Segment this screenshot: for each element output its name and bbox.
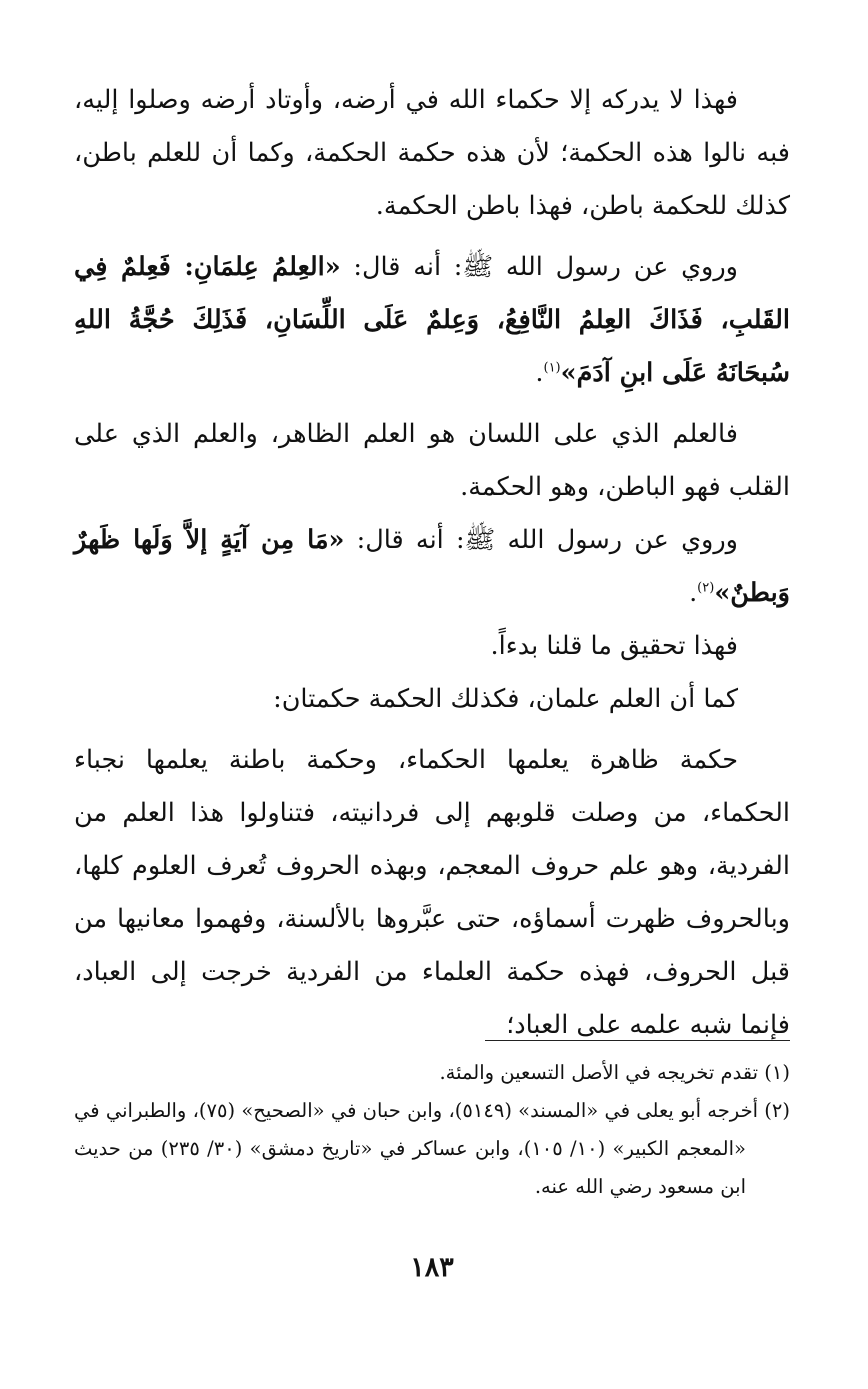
- hadith-intro: وروي عن رسول الله ﷺ: أنه قال:: [344, 525, 738, 555]
- paragraph: [74, 734, 790, 1052]
- footnote-2: (٢) أخرجه أبو يعلى في «المسند» (٥١٤٩)، وابن حبان في «الصحيح» (٧٥)، والطبراني في «المعجم الكبير» (١٠/ ١٠٥)، وابن عساكر في «تاريخ دمشق» (٣٠/ ٢٣٥) من حديث ابن مسعود رضي الله عنه.: [74, 1099, 791, 1198]
- hadith-paragraph: [74, 514, 790, 620]
- paragraph-text: فالعلم الذي على اللسان هو العلم الظاهر، والعلم الذي على القلب فهو الباطن، وهو الحكمة.: [74, 419, 790, 502]
- paragraph: [74, 673, 790, 726]
- paragraph-text: فهذا لا يدركه إلا حكماء الله في أرضه، وأوتاد أرضه وصلوا إليه، فبه نالوا هذه الحكمة؛ لأن هذه حكمة الحكمة، وكما أن للعلم باطن، كذلك للحكمة باطن، فهذا باطن الحكمة.: [74, 85, 790, 221]
- paragraph: [74, 620, 790, 673]
- paragraph: [74, 408, 790, 514]
- hadith-text: «مَا مِن آيَةٍ إلاَّ وَلَها ظَهرٌ وَبطنٌ»: [74, 525, 790, 608]
- paragraph-text: حكمة ظاهرة يعلمها الحكماء، وحكمة باطنة يعلمها نجباء الحكماء، من وصلت قلوبهم إلى فردانيته، فتناولوا هذا العلم من الفردية، وهو علم حروف المعجم، وبهذه الحروف تُعرف العلوم كلها، وبالحروف ظهرت أسماؤه، حتى عبَّروها بالألسنة، وفهموا معانيها من قبل الحروف، فهذه حكمة العلماء من الفردية خرجت إلى العباد، فإنما شبه علمه على العباد؛: [74, 745, 790, 1040]
- hadith-tail: .: [535, 358, 544, 388]
- hadith-tail: .: [689, 578, 698, 608]
- footnote-separator: [485, 1040, 790, 1041]
- paragraph-text: فهذا تحقيق ما قلنا بدءاً.: [490, 631, 738, 661]
- footnote-ref: (٢): [697, 580, 715, 596]
- paragraph-text: كما أن العلم علمان، فكذلك الحكمة حكمتان:: [273, 684, 738, 714]
- hadith-paragraph: [74, 241, 790, 400]
- hadith-text: «العِلمُ عِلمَانِ: فَعِلمٌ فِي القَلبِ، فَذَاكَ العِلمُ النَّافِعُ، وَعِلمٌ عَلَى اللِّسَانِ، فَذَلِكَ حُجَّةُ اللهِ سُبحَانَهُ عَلَى ابنِ آدَمَ»: [74, 252, 790, 388]
- footnote-1: (١) تقدم تخريجه في الأصل التسعين والمئة.: [439, 1061, 790, 1084]
- book-page: [74, 74, 790, 1389]
- paragraph: [74, 74, 790, 233]
- main-text: [74, 74, 790, 1052]
- page-number: ١٨٣: [410, 1252, 454, 1283]
- footnote-ref: (١): [543, 360, 561, 376]
- hadith-intro: وروي عن رسول الله ﷺ: أنه قال:: [340, 252, 738, 282]
- footnotes: [74, 1054, 790, 1206]
